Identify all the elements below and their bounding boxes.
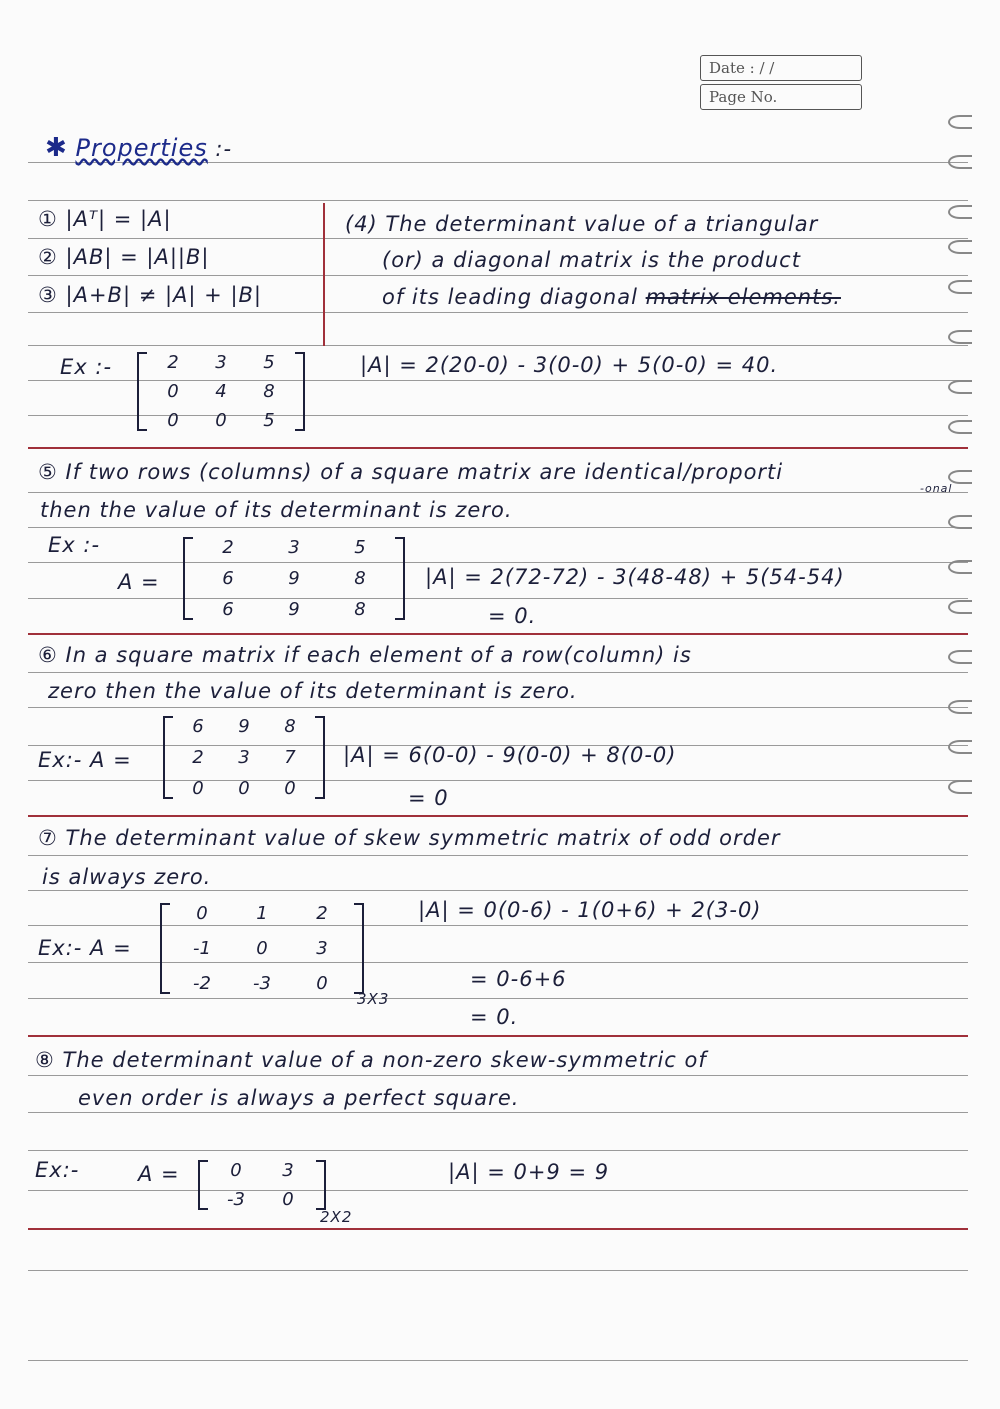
- ruled-line: [28, 1112, 968, 1113]
- binder-ring-icon: [948, 740, 972, 754]
- matrix-cell: 0: [256, 938, 268, 959]
- binder-ring-icon: [948, 600, 972, 614]
- ruled-line: [28, 447, 968, 449]
- binder-ring-icon: [948, 560, 972, 574]
- ruled-line: [28, 562, 968, 563]
- matrix-ex5: [198, 1160, 326, 1210]
- example-label: Ex:-: [35, 1158, 80, 1182]
- property-4-line: (or) a diagonal matrix is the product: [382, 248, 801, 272]
- matrix-lhs: A =: [138, 1162, 180, 1186]
- determinant-result: = 0.: [488, 604, 537, 628]
- ruled-line: [28, 815, 968, 817]
- binder-ring-icon: [948, 780, 972, 794]
- matrix-cell: 8: [284, 716, 296, 737]
- ruled-line: [28, 598, 968, 599]
- property-5-line: then the value of its determinant is zero.: [40, 498, 513, 522]
- matrix-cell: 2: [222, 537, 234, 558]
- matrix-cell: 5: [354, 537, 366, 558]
- matrix-cell: 6: [222, 599, 234, 620]
- property-3: ③ |A+B| ≠ |A| + |B|: [38, 283, 262, 307]
- ruled-line: [28, 672, 968, 673]
- property-6-line: zero then the value of its determinant is zero.: [48, 679, 578, 703]
- matrix-ex4: [160, 903, 364, 994]
- ruled-line: [28, 345, 968, 346]
- ruled-line: [28, 1150, 968, 1151]
- property-5-overflow: -onal: [920, 482, 953, 495]
- ruled-line: [28, 238, 968, 239]
- matrix-cell: 8: [354, 599, 366, 620]
- matrix-cell: -3: [227, 1189, 245, 1210]
- example-label: Ex:- A =: [38, 936, 132, 960]
- binder-ring-icon: [948, 115, 972, 129]
- matrix-cell: 0: [284, 778, 296, 799]
- matrix-cell: 9: [238, 716, 250, 737]
- matrix-cell: 0: [215, 410, 227, 431]
- property-4-line: (4) The determinant value of a triangular: [345, 212, 819, 236]
- determinant-result: = 0.: [470, 1005, 519, 1029]
- determinant-calc: |A| = 2(20-0) - 3(0-0) + 5(0-0) = 40.: [360, 353, 779, 377]
- matrix-ex2: [183, 537, 405, 620]
- binder-ring-icon: [948, 240, 972, 254]
- ruled-line: [28, 633, 968, 635]
- matrix-cell: -3: [253, 973, 271, 994]
- matrix-cell: 1: [256, 903, 268, 924]
- matrix-lhs: A =: [118, 570, 160, 594]
- property-7-line: is always zero.: [42, 865, 212, 889]
- matrix-cell: 9: [288, 599, 300, 620]
- matrix-cell: 0: [167, 410, 179, 431]
- matrix-cell: 8: [263, 381, 275, 402]
- matrix-cell: 3: [316, 938, 328, 959]
- property-7-line: ⑦ The determinant value of skew symmetric matrix of odd order: [38, 826, 781, 850]
- matrix-ex1: [137, 352, 305, 431]
- matrix-cell: 0: [230, 1160, 242, 1181]
- ruled-line: [28, 492, 968, 493]
- determinant-result: = 0: [408, 786, 449, 810]
- binder-ring-icon: [948, 330, 972, 344]
- ruled-line: [28, 1190, 968, 1191]
- example-label: Ex :-: [60, 355, 113, 379]
- property-8-line: even order is always a perfect square.: [78, 1086, 520, 1110]
- binder-ring-icon: [948, 700, 972, 714]
- matrix-cell: 2: [192, 747, 204, 768]
- determinant-calc: |A| = 6(0-0) - 9(0-0) + 8(0-0): [343, 743, 677, 767]
- property-4-line: of its leading diagonal matrix elements.: [382, 285, 841, 309]
- matrix-cell: 0: [192, 778, 204, 799]
- matrix-cell: 5: [263, 410, 275, 431]
- matrix-cell: 3: [238, 747, 250, 768]
- binder-ring-icon: [948, 515, 972, 529]
- matrix-cell: 0: [167, 381, 179, 402]
- ruled-line: [28, 200, 968, 201]
- matrix-cell: -2: [193, 973, 211, 994]
- determinant-calc: |A| = 0+9 = 9: [448, 1160, 610, 1184]
- matrix-cell: -1: [193, 938, 211, 959]
- ruled-line: [28, 1075, 968, 1076]
- matrix-order: 3X3: [357, 990, 390, 1008]
- title-text: Properties: [75, 134, 208, 162]
- date-field: Date : / /: [700, 55, 862, 81]
- binder-ring-icon: [948, 420, 972, 434]
- property-6-line: ⑥ In a square matrix if each element of a row(column) is: [38, 643, 692, 667]
- matrix-cell: 6: [222, 568, 234, 589]
- matrix-cell: 9: [288, 568, 300, 589]
- ruled-line: [28, 1228, 968, 1230]
- page-number-field: Page No.: [700, 84, 862, 110]
- ruled-line: [28, 855, 968, 856]
- column-divider: [323, 203, 325, 346]
- property-5-line: ⑤ If two rows (columns) of a square matrix are identical/proporti: [38, 460, 784, 484]
- ruled-line: [28, 890, 968, 891]
- property-8-line: ⑧ The determinant value of a non-zero skew-symmetric of: [35, 1048, 707, 1072]
- binder-ring-icon: [948, 650, 972, 664]
- example-label: Ex :-: [48, 533, 101, 557]
- ruled-line: [28, 527, 968, 528]
- ruled-line: [28, 1270, 968, 1271]
- determinant-calc: |A| = 0(0-6) - 1(0+6) + 2(3-0): [418, 898, 762, 922]
- matrix-cell: 6: [192, 716, 204, 737]
- matrix-cell: 0: [238, 778, 250, 799]
- page-title: [45, 133, 232, 163]
- ruled-line: [28, 1035, 968, 1037]
- example-label: Ex:- A =: [38, 748, 132, 772]
- property-2: ② |AB| = |A||B|: [38, 245, 210, 269]
- binder-ring-icon: [948, 205, 972, 219]
- ruled-line: [28, 998, 968, 999]
- binder-ring-icon: [948, 280, 972, 294]
- binder-ring-icon: [948, 155, 972, 169]
- matrix-cell: 4: [215, 381, 227, 402]
- matrix-cell: 3: [215, 352, 227, 373]
- matrix-cell: 5: [263, 352, 275, 373]
- binder-ring-icon: [948, 380, 972, 394]
- matrix-cell: 0: [196, 903, 208, 924]
- matrix-cell: 2: [167, 352, 179, 373]
- matrix-cell: 8: [354, 568, 366, 589]
- matrix-cell: 3: [288, 537, 300, 558]
- matrix-cell: 7: [284, 747, 296, 768]
- determinant-step: = 0-6+6: [470, 967, 567, 991]
- matrix-cell: 3: [282, 1160, 294, 1181]
- ruled-line: [28, 1360, 968, 1361]
- matrix-ex3: [163, 716, 325, 799]
- ruled-line: [28, 707, 968, 708]
- ruled-line: [28, 275, 968, 276]
- property-1: ① |Aᵀ| = |A|: [38, 207, 172, 231]
- asterisk-icon: ✱: [45, 133, 68, 163]
- determinant-calc: |A| = 2(72-72) - 3(48-48) + 5(54-54): [425, 565, 845, 589]
- matrix-cell: 0: [282, 1189, 294, 1210]
- matrix-order: 2X2: [320, 1208, 353, 1226]
- ruled-line: [28, 312, 968, 313]
- matrix-cell: 2: [316, 903, 328, 924]
- title-suffix: :-: [215, 137, 233, 161]
- matrix-cell: 0: [316, 973, 328, 994]
